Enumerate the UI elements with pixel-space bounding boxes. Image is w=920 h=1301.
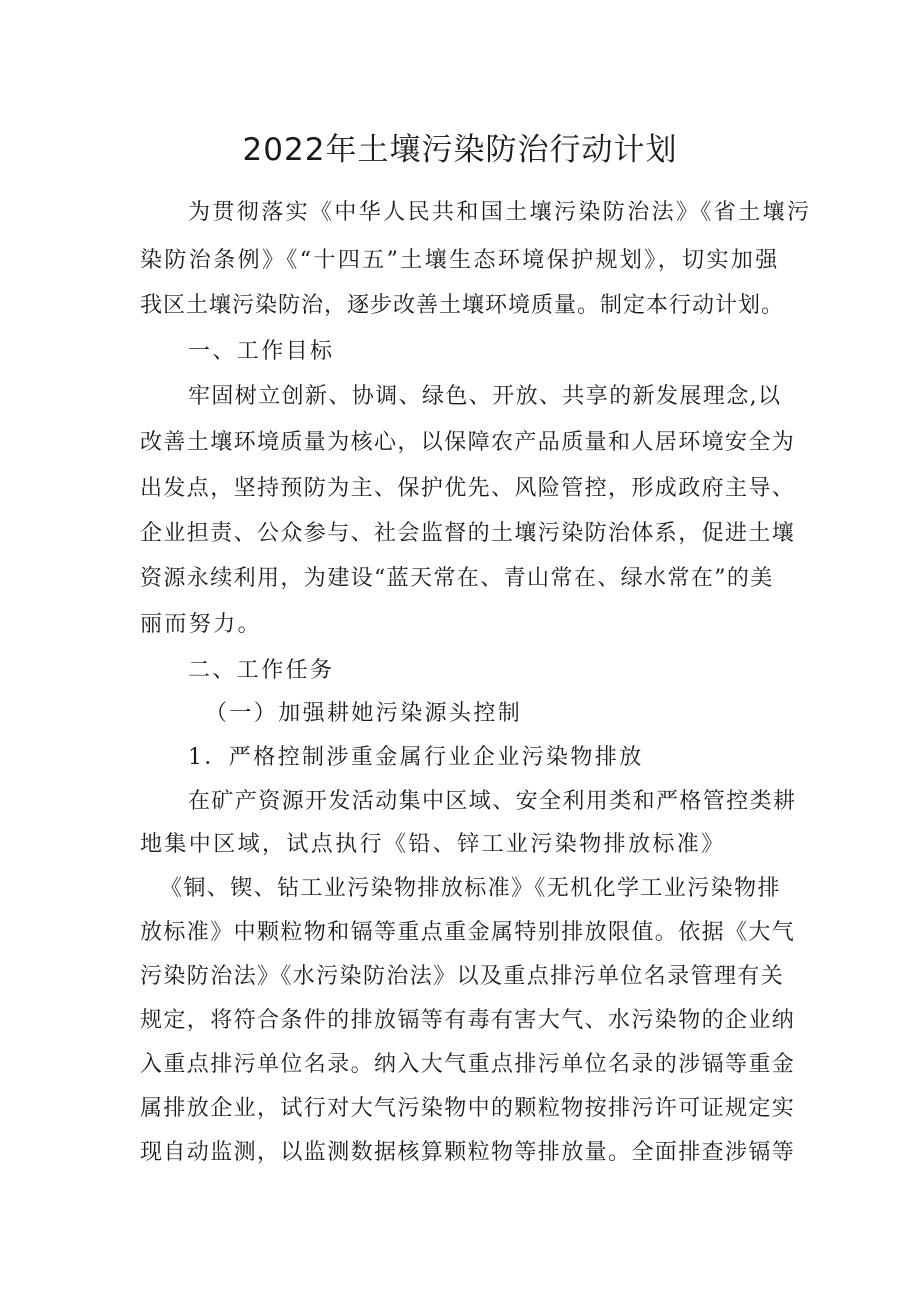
paragraph-line: 入重点排污单位名录。纳入大气重点排污单位名录的涉镉等重金	[140, 1052, 796, 1077]
subsection-heading: （一）加强耕她污染源头控制	[205, 701, 523, 726]
paragraph-line: 出发点，坚持预防为主、保护优先、风险管控，形成政府主导、	[140, 476, 796, 501]
section-heading: 一、工作目标	[188, 339, 335, 364]
paragraph-line: 我区土壤污染防治，逐步改善土壤环境质量。制定本行动计划。	[140, 293, 785, 318]
paragraph-line: 地集中区域，试点执行《铅、锌工业污染物排放标准》	[140, 832, 726, 857]
paragraph-line: 牢固树立创新、协调、绿色、开放、共享的新发展理念,以	[188, 384, 782, 409]
paragraph-line: 在矿产资源开发活动集中区域、安全利用类和严格管控类耕	[188, 789, 797, 814]
paragraph-line: 属排放企业，试行对大气污染物中的颗粒物按排污许可证规定实	[140, 1096, 796, 1121]
item-heading: 1．严格控制涉重金属行业企业污染物排放	[188, 745, 644, 770]
paragraph-line: 《铜、锲、钻工业污染物排放标准》《无机化学工业污染物排	[160, 876, 781, 901]
paragraph-line: 企业担责、公众参与、社会监督的土壤污染防治体系，促进土壤	[140, 521, 796, 546]
paragraph-line: 污染防治法》《水污染防治法》以及重点排污单位名录管理有关	[140, 964, 785, 989]
section-heading: 二、工作任务	[188, 658, 335, 683]
paragraph-line: 规定，将符合条件的排放镉等有毒有害大气、水污染物的企业纳	[140, 1008, 796, 1033]
paragraph-line: 改善土壤环境质量为核心，以保障农产品质量和人居环境安全为	[140, 430, 796, 455]
document-title: 2022年土壤污染防治行动计划	[242, 132, 678, 168]
paragraph-line: 放标准》中颗粒物和镉等重点重金属特别排放限值。依据《大气	[140, 920, 796, 945]
paragraph-line: 资源永续利用，为建设“蓝天常在、青山常在、绿水常在”的美	[140, 566, 774, 591]
paragraph-line: 丽而努力。	[140, 612, 263, 637]
paragraph-line: 为贯彻落实《中华人民共和国土壤污染防治法》《省土壤污	[188, 200, 812, 225]
paragraph-line: 现自动监测，以监测数据核算颗粒物等排放量。全面排查涉镉等	[140, 1140, 796, 1165]
paragraph-line: 染防治条例》《“十四五”土壤生态环境保护规划》，切实加强	[140, 248, 780, 273]
